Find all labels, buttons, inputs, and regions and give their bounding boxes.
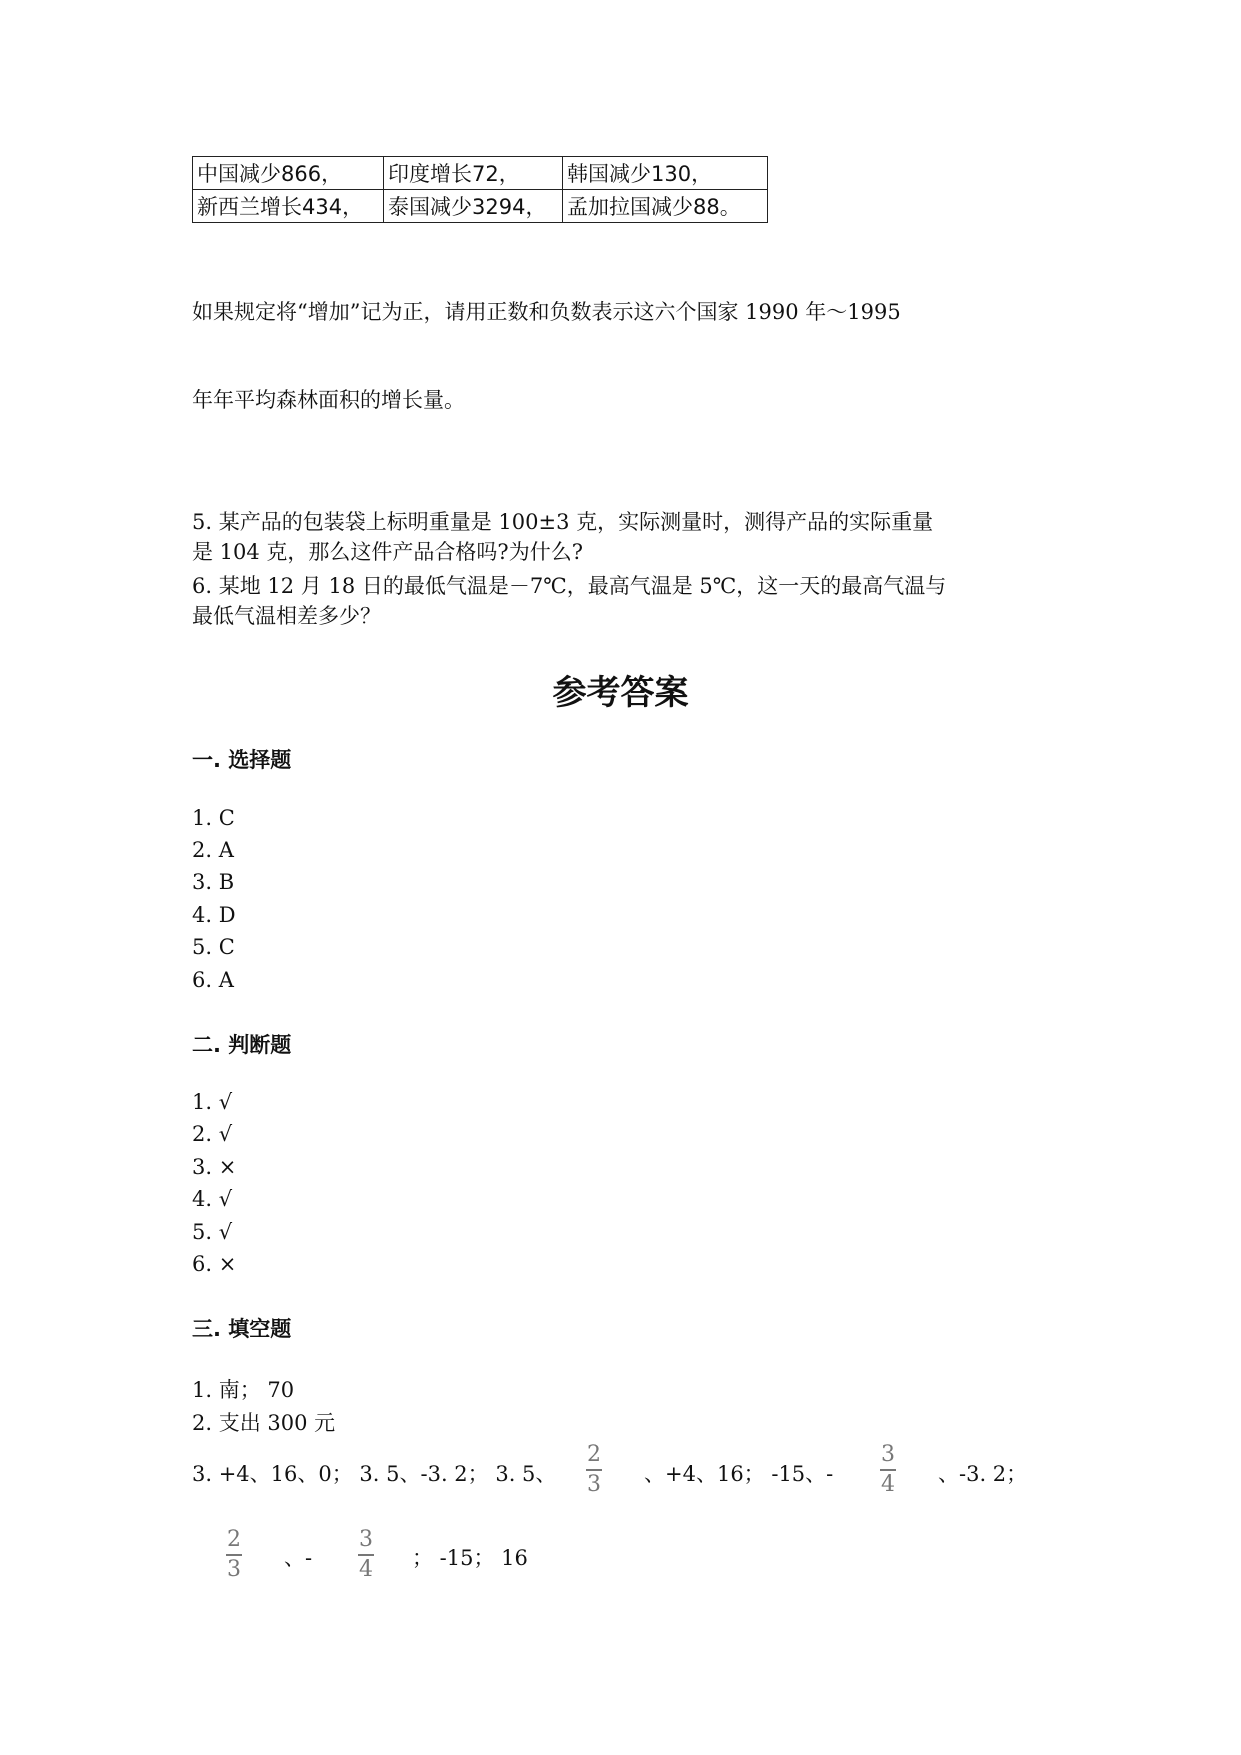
answer-item: 3. B: [192, 870, 235, 894]
answer-item-part: 、-: [284, 1546, 313, 1570]
question5-line1: 5. 某产品的包装袋上标明重量是 100±3 克，实际测量时，测得产品的实际重量: [192, 510, 934, 534]
fraction-numerator: 2: [587, 1442, 601, 1467]
table-row: [193, 190, 768, 223]
table-cell: 韩国减少130，: [563, 157, 768, 190]
answer-item: 5. √: [192, 1220, 233, 1244]
fraction-bar: [358, 1554, 374, 1556]
fraction: [586, 1442, 602, 1498]
fraction-denominator: 4: [359, 1556, 373, 1582]
answer-item: 2. 支出 300 元: [192, 1411, 336, 1435]
answer-item-part: ； -15； 16: [412, 1546, 528, 1570]
fraction-bar: [880, 1469, 896, 1471]
section-title: 二. 判断题: [192, 1033, 292, 1057]
answer-item: 1. √: [192, 1090, 233, 1114]
fraction-denominator: 4: [881, 1471, 895, 1497]
fraction-numerator: 3: [881, 1442, 895, 1467]
question6-line2: 最低气温相差多少？: [192, 604, 381, 628]
section-title: 三. 填空题: [192, 1317, 292, 1341]
fraction-bar: [226, 1554, 242, 1556]
question4-line2: 年年平均森林面积的增长量。: [192, 388, 465, 412]
question6-line1: 6. 某地 12 月 18 日的最低气温是－7℃，最高气温是 5℃，这一天的最高气温与: [192, 574, 947, 598]
fraction-numerator: 3: [359, 1527, 373, 1552]
fraction-bar: [586, 1469, 602, 1471]
table-cell: 泰国减少3294，: [384, 190, 563, 223]
answer-item: 4. √: [192, 1187, 233, 1211]
fraction-numerator: 2: [227, 1527, 241, 1552]
page-title: 参考答案: [552, 673, 689, 713]
answer-item: 6. A: [192, 968, 234, 992]
table-cell: 孟加拉国减少88。: [563, 190, 768, 223]
fraction-denominator: 3: [227, 1556, 241, 1582]
table-row: [193, 157, 768, 190]
answer-item: 1. 南； 70: [192, 1378, 295, 1402]
table-cell: 中国减少866，: [193, 157, 384, 190]
answer-item: 5. C: [192, 935, 235, 959]
fraction: [226, 1527, 242, 1583]
answer-item: 2. A: [192, 838, 234, 862]
answer-item: 3. ×: [192, 1155, 237, 1179]
fraction: [358, 1527, 374, 1583]
answer-item-part: 、+4、16； -15、-: [644, 1462, 834, 1486]
question5-line2: 是 104 克，那么这件产品合格吗?为什么?: [192, 540, 583, 564]
answer-item: 4. D: [192, 903, 236, 927]
table-cell: 印度增长72，: [384, 157, 563, 190]
answer-item-part: 、-3. 2；: [938, 1462, 1028, 1486]
table-cell: 新西兰增长434，: [193, 190, 384, 223]
fraction-denominator: 3: [587, 1471, 601, 1497]
answer-item-part: 3. +4、16、0； 3. 5、-3. 2； 3. 5、: [192, 1462, 557, 1486]
section-title: 一. 选择题: [192, 748, 292, 772]
answer-item: 1. C: [192, 806, 235, 830]
answer-item: 6. ×: [192, 1252, 237, 1276]
fraction: [880, 1442, 896, 1498]
question4-line1: 如果规定将“增加”记为正，请用正数和负数表示这六个国家 1990 年～1995: [192, 300, 901, 324]
forest-change-table: [192, 156, 768, 223]
answer-item: 2. √: [192, 1122, 233, 1146]
